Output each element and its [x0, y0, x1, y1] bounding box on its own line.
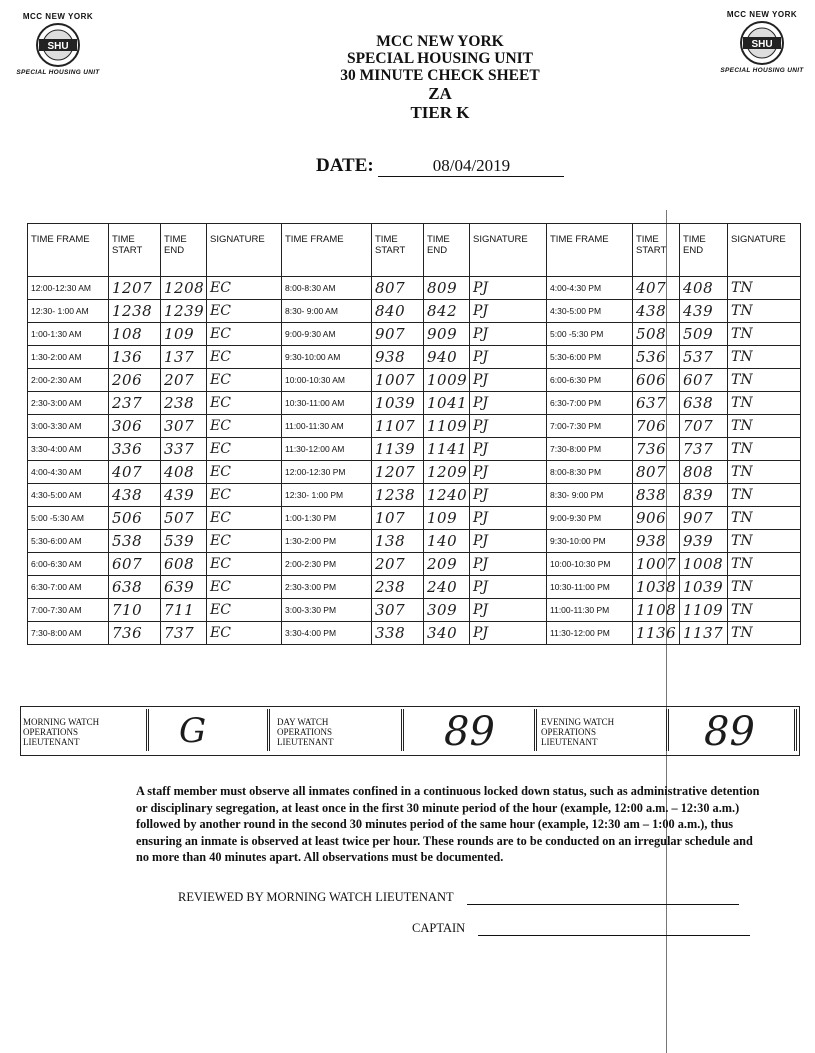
time-end-cell[interactable]: 711	[161, 599, 207, 622]
time-start-cell[interactable]: 807	[633, 461, 680, 484]
column-header: SIGNATURE	[470, 224, 547, 277]
time-end-cell[interactable]: 1109	[424, 415, 470, 438]
signature-cell[interactable]: EC	[207, 346, 282, 369]
time-frame-cell: 11:00-11:30 AM	[282, 415, 372, 438]
column-header: SIGNATURE	[207, 224, 282, 277]
signature-cell[interactable]: PJ	[470, 484, 547, 507]
time-end-cell[interactable]: 109	[161, 323, 207, 346]
time-end-cell[interactable]: 1039	[680, 576, 728, 599]
table-row	[28, 438, 801, 461]
time-start-cell[interactable]: 136	[109, 346, 161, 369]
signature-cell[interactable]: TN	[728, 576, 801, 599]
signature-cell[interactable]: TN	[728, 300, 801, 323]
time-frame-cell: 3:30-4:00 AM	[28, 438, 109, 461]
signature-cell[interactable]: EC	[207, 323, 282, 346]
time-end-cell[interactable]: 307	[161, 415, 207, 438]
time-end-cell[interactable]: 1239	[161, 300, 207, 323]
column-header: TIME FRAME	[282, 224, 372, 277]
signature-cell[interactable]: PJ	[470, 415, 547, 438]
time-end-cell[interactable]: 909	[424, 323, 470, 346]
table-body	[28, 277, 801, 645]
check-table	[27, 223, 801, 645]
signature-cell[interactable]: PJ	[470, 369, 547, 392]
time-start-cell[interactable]: 1207	[372, 461, 424, 484]
time-start-cell[interactable]: 1238	[109, 300, 161, 323]
signature-cell[interactable]: TN	[728, 346, 801, 369]
time-end-cell[interactable]: 639	[161, 576, 207, 599]
table-row	[28, 576, 801, 599]
time-end-cell[interactable]: 539	[161, 530, 207, 553]
time-end-cell[interactable]: 737	[161, 622, 207, 645]
time-end-cell[interactable]: 939	[680, 530, 728, 553]
time-frame-cell: 6:30-7:00 AM	[28, 576, 109, 599]
time-frame-cell: 7:30-8:00 AM	[28, 622, 109, 645]
time-start-cell[interactable]: 1139	[372, 438, 424, 461]
time-frame-cell: 8:00-8:30 PM	[547, 461, 633, 484]
column-header: TIME END	[680, 224, 728, 277]
signature-cell[interactable]: EC	[207, 277, 282, 300]
table-row	[28, 622, 801, 645]
shu-emblem-icon	[739, 20, 785, 66]
signature-cell[interactable]: TN	[728, 484, 801, 507]
time-start-cell[interactable]: 1207	[109, 277, 161, 300]
time-frame-cell: 8:30- 9:00 AM	[282, 300, 372, 323]
time-start-cell[interactable]: 1238	[372, 484, 424, 507]
time-start-cell[interactable]: 237	[109, 392, 161, 415]
signature-cell[interactable]: EC	[207, 369, 282, 392]
signature-cell[interactable]: PJ	[470, 576, 547, 599]
column-header: TIME START	[372, 224, 424, 277]
time-frame-cell: 5:30-6:00 PM	[547, 346, 633, 369]
watch-signatures	[20, 706, 800, 756]
time-start-cell[interactable]: 438	[109, 484, 161, 507]
time-frame-cell: 10:00-10:30 PM	[547, 553, 633, 576]
time-frame-cell: 12:30- 1:00 AM	[28, 300, 109, 323]
time-frame-cell: 4:00-4:30 AM	[28, 461, 109, 484]
time-frame-cell: 3:30-4:00 PM	[282, 622, 372, 645]
reviewed-by-signature-line[interactable]	[467, 904, 739, 905]
table-row	[28, 507, 801, 530]
time-frame-cell: 3:00-3:30 AM	[28, 415, 109, 438]
time-frame-cell: 11:00-11:30 PM	[547, 599, 633, 622]
time-start-cell[interactable]: 606	[633, 369, 680, 392]
table-row	[28, 300, 801, 323]
reviewed-by-row	[178, 890, 739, 905]
time-frame-cell: 7:00-7:30 AM	[28, 599, 109, 622]
signature-cell[interactable]: PJ	[470, 461, 547, 484]
time-frame-cell: 12:00-12:30 PM	[282, 461, 372, 484]
time-frame-cell: 10:30-11:00 AM	[282, 392, 372, 415]
captain-signature-line[interactable]	[478, 935, 750, 936]
time-start-cell[interactable]: 907	[372, 323, 424, 346]
evening-watch-signature: 89	[704, 709, 755, 755]
time-end-cell[interactable]: 340	[424, 622, 470, 645]
signature-cell[interactable]: EC	[207, 576, 282, 599]
time-start-cell[interactable]: 637	[633, 392, 680, 415]
morning-watch-signature-box[interactable]	[146, 709, 270, 751]
time-frame-cell: 4:30-5:00 AM	[28, 484, 109, 507]
time-end-cell[interactable]: 109	[424, 507, 470, 530]
time-start-cell[interactable]: 736	[109, 622, 161, 645]
header-line-3: 30 MINUTE CHECK SHEET	[340, 67, 540, 84]
reviewed-by-label: REVIEWED BY MORNING WATCH LIEUTENANT	[178, 890, 454, 904]
time-start-cell[interactable]: 108	[109, 323, 161, 346]
table-row	[28, 599, 801, 622]
signature-cell[interactable]: EC	[207, 461, 282, 484]
time-frame-cell: 12:00-12:30 AM	[28, 277, 109, 300]
time-end-cell[interactable]: 707	[680, 415, 728, 438]
time-frame-cell: 4:30-5:00 PM	[547, 300, 633, 323]
time-start-cell[interactable]: 307	[372, 599, 424, 622]
time-end-cell[interactable]: 207	[161, 369, 207, 392]
signature-cell[interactable]: TN	[728, 622, 801, 645]
time-frame-cell: 1:00-1:30 PM	[282, 507, 372, 530]
time-frame-cell: 9:00-9:30 AM	[282, 323, 372, 346]
column-header: TIME FRAME	[28, 224, 109, 277]
time-end-cell[interactable]: 907	[680, 507, 728, 530]
time-start-cell[interactable]: 306	[109, 415, 161, 438]
column-header: TIME FRAME	[547, 224, 633, 277]
time-end-cell[interactable]: 140	[424, 530, 470, 553]
document-header	[300, 33, 580, 122]
label-line: LIEUTENANT	[541, 737, 598, 747]
time-start-cell[interactable]: 938	[633, 530, 680, 553]
date-value: 08/04/2019	[378, 156, 564, 177]
time-end-cell[interactable]: 209	[424, 553, 470, 576]
time-end-cell[interactable]: 1008	[680, 553, 728, 576]
date-label: DATE:	[316, 155, 374, 176]
time-end-cell[interactable]: 439	[680, 300, 728, 323]
label-line: OPERATIONS	[541, 727, 597, 737]
time-end-cell[interactable]: 839	[680, 484, 728, 507]
time-frame-cell: 5:30-6:00 AM	[28, 530, 109, 553]
morning-watch-signature: G	[179, 711, 207, 751]
signature-cell[interactable]: TN	[728, 530, 801, 553]
signature-cell[interactable]: EC	[207, 507, 282, 530]
time-start-cell[interactable]: 807	[372, 277, 424, 300]
time-end-cell[interactable]: 1109	[680, 599, 728, 622]
time-frame-cell: 11:30-12:00 AM	[282, 438, 372, 461]
time-end-cell[interactable]: 408	[161, 461, 207, 484]
time-start-cell[interactable]: 438	[633, 300, 680, 323]
time-end-cell[interactable]: 607	[680, 369, 728, 392]
time-frame-cell: 10:00-10:30 AM	[282, 369, 372, 392]
date-row	[316, 155, 564, 177]
evening-watch-label	[541, 717, 614, 747]
signature-cell[interactable]: EC	[207, 553, 282, 576]
day-watch-label	[277, 717, 333, 747]
time-start-cell[interactable]: 1007	[633, 553, 680, 576]
time-start-cell[interactable]: 1039	[372, 392, 424, 415]
signature-cell[interactable]: TN	[728, 369, 801, 392]
time-frame-cell: 11:30-12:00 PM	[547, 622, 633, 645]
time-frame-cell: 9:00-9:30 PM	[547, 507, 633, 530]
signature-cell[interactable]: PJ	[470, 346, 547, 369]
column-header: SIGNATURE	[728, 224, 801, 277]
table-row	[28, 415, 801, 438]
signature-cell[interactable]: TN	[728, 415, 801, 438]
signature-cell[interactable]: PJ	[470, 323, 547, 346]
signature-cell[interactable]: EC	[207, 599, 282, 622]
time-end-cell[interactable]: 1209	[424, 461, 470, 484]
table-row	[28, 323, 801, 346]
time-end-cell[interactable]: 439	[161, 484, 207, 507]
signature-cell[interactable]: TN	[728, 392, 801, 415]
logo-right	[712, 10, 812, 74]
table-row	[28, 484, 801, 507]
column-header: TIME END	[424, 224, 470, 277]
time-end-cell[interactable]: 1009	[424, 369, 470, 392]
signature-cell[interactable]: EC	[207, 622, 282, 645]
signature-cell[interactable]: PJ	[470, 392, 547, 415]
signature-cell[interactable]: TN	[728, 507, 801, 530]
time-end-cell[interactable]: 940	[424, 346, 470, 369]
signature-cell[interactable]: PJ	[470, 277, 547, 300]
header-line-5: TIER K	[410, 103, 470, 122]
time-end-cell[interactable]: 309	[424, 599, 470, 622]
time-start-cell[interactable]: 1038	[633, 576, 680, 599]
time-end-cell[interactable]: 337	[161, 438, 207, 461]
header-line-2: SPECIAL HOUSING UNIT	[346, 50, 534, 67]
label-line: LIEUTENANT	[23, 737, 80, 747]
time-frame-cell: 1:30-2:00 PM	[282, 530, 372, 553]
shu-emblem-icon	[35, 22, 81, 68]
header-line-4: ZA	[428, 84, 452, 103]
table-row	[28, 530, 801, 553]
column-header: TIME START	[633, 224, 680, 277]
table-row	[28, 461, 801, 484]
signature-cell[interactable]: PJ	[470, 438, 547, 461]
time-frame-cell: 9:30-10:00 AM	[282, 346, 372, 369]
time-start-cell[interactable]: 138	[372, 530, 424, 553]
signature-cell[interactable]: TN	[728, 599, 801, 622]
captain-label: CAPTAIN	[412, 921, 466, 935]
time-end-cell[interactable]: 809	[424, 277, 470, 300]
time-start-cell[interactable]: 407	[633, 277, 680, 300]
time-frame-cell: 10:30-11:00 PM	[547, 576, 633, 599]
time-start-cell[interactable]: 1108	[633, 599, 680, 622]
time-frame-cell: 6:00-6:30 PM	[547, 369, 633, 392]
time-end-cell[interactable]: 1141	[424, 438, 470, 461]
emblem-text: SHU	[47, 41, 69, 52]
time-frame-cell: 2:30-3:00 PM	[282, 576, 372, 599]
time-start-cell[interactable]: 838	[633, 484, 680, 507]
header-line-1: MCC NEW YORK	[376, 33, 504, 50]
signature-cell[interactable]: PJ	[470, 599, 547, 622]
logo-left	[8, 12, 108, 76]
signature-cell[interactable]: TN	[728, 438, 801, 461]
label-line: LIEUTENANT	[277, 737, 334, 747]
time-start-cell[interactable]: 506	[109, 507, 161, 530]
time-start-cell[interactable]: 1007	[372, 369, 424, 392]
time-frame-cell: 6:30-7:00 PM	[547, 392, 633, 415]
time-end-cell[interactable]: 240	[424, 576, 470, 599]
time-frame-cell: 7:00-7:30 PM	[547, 415, 633, 438]
time-frame-cell: 9:30-10:00 PM	[547, 530, 633, 553]
evening-watch-signature-box[interactable]	[666, 709, 797, 755]
table-row	[28, 392, 801, 415]
signature-cell[interactable]: EC	[207, 392, 282, 415]
signature-cell[interactable]: EC	[207, 484, 282, 507]
signature-cell[interactable]: PJ	[470, 622, 547, 645]
time-frame-cell: 2:00-2:30 AM	[28, 369, 109, 392]
label-line: OPERATIONS	[277, 727, 333, 737]
time-end-cell[interactable]: 507	[161, 507, 207, 530]
time-end-cell[interactable]: 238	[161, 392, 207, 415]
table-row	[28, 346, 801, 369]
time-frame-cell: 7:30-8:00 PM	[547, 438, 633, 461]
signature-cell[interactable]: TN	[728, 277, 801, 300]
time-start-cell[interactable]: 107	[372, 507, 424, 530]
time-start-cell[interactable]: 638	[109, 576, 161, 599]
signature-cell[interactable]: EC	[207, 530, 282, 553]
signature-cell[interactable]: EC	[207, 300, 282, 323]
time-end-cell[interactable]: 638	[680, 392, 728, 415]
time-end-cell[interactable]: 737	[680, 438, 728, 461]
signature-cell[interactable]: PJ	[470, 300, 547, 323]
logo-bottom-text: SPECIAL HOUSING UNIT	[16, 69, 100, 76]
time-start-cell[interactable]: 710	[109, 599, 161, 622]
time-end-cell[interactable]: 408	[680, 277, 728, 300]
signature-cell[interactable]: EC	[207, 438, 282, 461]
table-row	[28, 369, 801, 392]
time-end-cell[interactable]: 608	[161, 553, 207, 576]
time-frame-cell: 5:00 -5:30 AM	[28, 507, 109, 530]
time-end-cell[interactable]: 137	[161, 346, 207, 369]
logo-bottom-text: SPECIAL HOUSING UNIT	[720, 67, 804, 74]
time-start-cell[interactable]: 538	[109, 530, 161, 553]
signature-cell[interactable]: PJ	[470, 530, 547, 553]
time-start-cell[interactable]: 736	[633, 438, 680, 461]
time-start-cell[interactable]: 238	[372, 576, 424, 599]
label-line: MORNING WATCH	[23, 717, 100, 727]
logo-top-text: MCC NEW YORK	[726, 10, 798, 19]
time-end-cell[interactable]: 808	[680, 461, 728, 484]
time-frame-cell: 2:30-3:00 AM	[28, 392, 109, 415]
time-frame-cell: 4:00-4:30 PM	[547, 277, 633, 300]
time-end-cell[interactable]: 842	[424, 300, 470, 323]
day-watch-signature-box[interactable]	[401, 709, 537, 755]
logo-top-text: MCC NEW YORK	[22, 12, 94, 21]
time-start-cell[interactable]: 207	[372, 553, 424, 576]
time-start-cell[interactable]: 536	[633, 346, 680, 369]
captain-row	[412, 921, 750, 936]
time-start-cell[interactable]: 938	[372, 346, 424, 369]
label-line: DAY WATCH	[277, 717, 329, 727]
time-frame-cell: 12:30- 1:00 PM	[282, 484, 372, 507]
time-start-cell[interactable]: 508	[633, 323, 680, 346]
time-end-cell[interactable]: 537	[680, 346, 728, 369]
emblem-text: SHU	[751, 39, 773, 50]
time-frame-cell: 5:00 -5:30 PM	[547, 323, 633, 346]
table-row	[28, 553, 801, 576]
time-start-cell[interactable]: 706	[633, 415, 680, 438]
signature-cell[interactable]: TN	[728, 461, 801, 484]
label-line: EVENING WATCH	[541, 717, 615, 727]
time-start-cell[interactable]: 906	[633, 507, 680, 530]
column-header: TIME START	[109, 224, 161, 277]
time-end-cell[interactable]: 1137	[680, 622, 728, 645]
time-end-cell[interactable]: 1208	[161, 277, 207, 300]
column-header: TIME END	[161, 224, 207, 277]
time-frame-cell: 1:00-1:30 AM	[28, 323, 109, 346]
time-frame-cell: 1:30-2:00 AM	[28, 346, 109, 369]
signature-cell[interactable]: PJ	[470, 507, 547, 530]
time-start-cell[interactable]: 407	[109, 461, 161, 484]
signature-cell[interactable]: TN	[728, 553, 801, 576]
table-row	[28, 277, 801, 300]
time-end-cell[interactable]: 1041	[424, 392, 470, 415]
time-frame-cell: 2:00-2:30 PM	[282, 553, 372, 576]
table-header-row	[28, 224, 801, 277]
time-frame-cell: 8:30- 9:00 PM	[547, 484, 633, 507]
time-frame-cell: 3:00-3:30 PM	[282, 599, 372, 622]
time-start-cell[interactable]: 1107	[372, 415, 424, 438]
time-start-cell[interactable]: 840	[372, 300, 424, 323]
morning-watch-label	[23, 717, 99, 747]
time-end-cell[interactable]: 509	[680, 323, 728, 346]
policy-text: A staff member must observe all inmates confined in a continuous locked down status, such as administrative detention or disciplinary segregation, at least once in the first 30 minute period of the hour (example, 12:00 a.m. – 12:30 a.m.) followed by another round in the second 30 minutes period of the same hour (example, 12:30 am – 1:00 a.m.), thus ensuring an inmate is observed at least twice per hour. These rounds are to be conducted on an irregular schedule and no more than 40 minutes apart. All observations must be documented.	[136, 784, 760, 864]
time-frame-cell: 8:00-8:30 AM	[282, 277, 372, 300]
time-start-cell[interactable]: 206	[109, 369, 161, 392]
label-line: OPERATIONS	[23, 727, 79, 737]
time-start-cell[interactable]: 607	[109, 553, 161, 576]
time-start-cell[interactable]: 338	[372, 622, 424, 645]
day-watch-signature: 89	[444, 709, 495, 755]
time-frame-cell: 6:00-6:30 AM	[28, 553, 109, 576]
signature-cell[interactable]: PJ	[470, 553, 547, 576]
time-start-cell[interactable]: 1136	[633, 622, 680, 645]
signature-cell[interactable]: EC	[207, 415, 282, 438]
signature-cell[interactable]: TN	[728, 323, 801, 346]
time-start-cell[interactable]: 336	[109, 438, 161, 461]
time-end-cell[interactable]: 1240	[424, 484, 470, 507]
